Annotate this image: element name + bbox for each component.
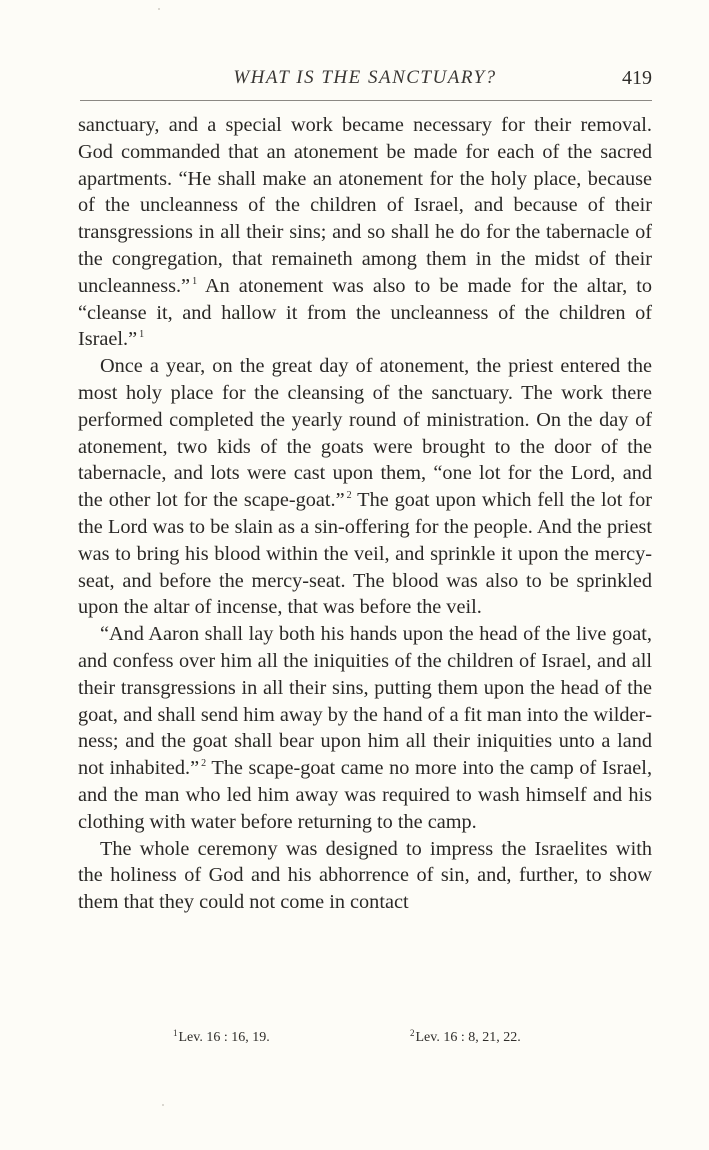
footnote-text: Lev. 16 : 8, 21, 22.: [415, 1030, 521, 1045]
paragraph-text: The whole ceremony was designed to impress the Israelites with the holiness of God and his abhorrence of sin, and, further, to show them that they could not come in contact: [78, 837, 652, 914]
footnote-ref: 1: [192, 275, 198, 287]
paragraph-3: [78, 621, 652, 835]
paper-speck: [158, 8, 160, 10]
footnote-ref: 1: [139, 329, 145, 341]
header-rule: [80, 100, 652, 101]
paper-speck: [162, 1104, 164, 1106]
paragraph-text: An atonement was also to be made for the altar, to “cleanse it, and hallow it from the uncleanness of the children of Israel.”: [78, 274, 652, 351]
footnote-marker: 1: [173, 1028, 178, 1038]
footnote-marker: 2: [410, 1028, 415, 1038]
footnote-text: Lev. 16 : 16, 19.: [178, 1030, 270, 1045]
footnote-ref: 2: [201, 758, 207, 770]
paragraph-text: The goat upon which fell the lot for the Lord was to be slain as a sin-offering for the people. And the priest was to bring his blood within the veil, and sprinkle it upon the mercy-seat, and before the mercy-seat. The blood was also to be sprinkled upon the altar of incense, that was before the veil.: [78, 489, 653, 619]
footnote-1: [173, 1027, 270, 1049]
page-number: 419: [622, 67, 652, 89]
paragraph-text: “And Aaron shall lay both his hands upon the head of the live goat, and confess over him all the iniquities of the children of Israel, and all their transgressions in all their sins, putting them upon the head of the goat, and shall send him away by the hand of a fit man into the wilderness; and the goat shall bear upon him all their iniquities unto a land not inhabited.”: [78, 623, 652, 780]
running-title: WHAT IS THE SANCTUARY?: [233, 67, 497, 88]
running-head: [78, 63, 652, 93]
paragraph-text: The scape-goat came no more into the camp of Israel, and the man who led him away was required to wash himself and his clothing with water before returning to the camp.: [78, 757, 653, 833]
paragraph-text: Once a year, on the great day of atonement, the priest entered the most holy place for the cleansing of the sanctuary. The work there performed completed the yearly round of ministration. On the day of atonement, two kids of the goats were brought to the door of the tabernacle, and lots were cast upon them, “one lot for the Lord, and the other lot for the scape-goat.”: [78, 355, 652, 512]
paragraph-text: sanctuary, and a special work became necessary for their removal. God commanded that an atonement be made for each of the sacred apartments. “He shall make an atonement for the holy place, because of the uncleanness of the children of Israel, and because of their transgressions in all their sins; and so shall he do for the tabernacle of the congregation, that remaineth among them in the midst of their uncleanness.”: [78, 114, 652, 297]
paragraph-2: [78, 353, 652, 621]
paragraph-1: [78, 112, 652, 353]
footnote-2: [410, 1027, 521, 1049]
footnotes: [78, 1027, 652, 1051]
body-text: [78, 112, 652, 916]
footnote-ref: 2: [346, 490, 352, 502]
paragraph-4: [78, 836, 652, 916]
